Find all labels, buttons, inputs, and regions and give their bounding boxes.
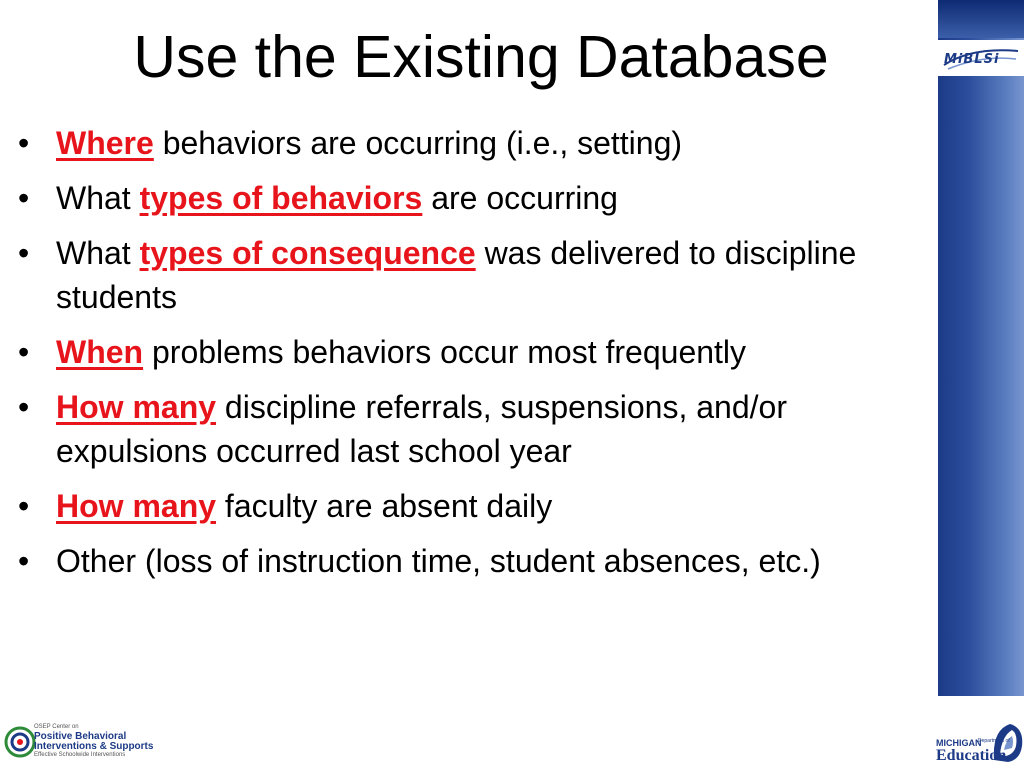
bullet-marker: • — [18, 488, 30, 524]
pbis-name-line2: Interventions & Supports — [34, 741, 154, 752]
bullet-item-when — [18, 330, 930, 374]
pbis-small-text: OSEP Center on — [34, 724, 79, 730]
bullet-highlight: How many — [56, 488, 217, 524]
mibl-logo — [938, 40, 1024, 76]
bullet-highlight: When — [56, 334, 144, 370]
bullet-text: faculty are absent daily — [216, 488, 553, 524]
bullet-marker: • — [18, 125, 30, 161]
bullet-marker: • — [18, 334, 30, 370]
bullet-highlight: types of behaviors — [139, 180, 423, 216]
sidebar-top-band — [938, 0, 1024, 38]
bullet-item-how-many-faculty — [18, 484, 930, 528]
mde-logo — [934, 716, 1024, 768]
bullet-highlight: How many — [56, 389, 217, 425]
bullet-item-where — [18, 121, 930, 165]
bullet-marker: • — [18, 543, 30, 579]
slide-title: Use the Existing Database — [133, 24, 829, 90]
mibl-logo-text: MiBLSi — [944, 52, 1000, 67]
bullet-item-how-many-referrals — [18, 385, 930, 473]
mde-michigan-text: MICHIGAN — [936, 738, 982, 748]
pbis-emblem-icon — [4, 726, 36, 758]
pbis-name-line1: Positive Behavioral — [34, 731, 127, 742]
bullet-text: problems behaviors occur most frequently — [143, 334, 747, 370]
bullet-marker: • — [18, 235, 30, 271]
mde-education-text: Education — [936, 747, 1007, 764]
bullet-text: was delivered to discipline students — [56, 235, 857, 315]
bullet-text: discipline referrals, suspensions, and/or expulsions occurred last school year — [56, 389, 787, 469]
bullet-list — [18, 121, 930, 594]
bullet-text-pre: What — [56, 180, 140, 216]
bullet-text-pre: What — [56, 235, 140, 271]
bullet-text: are occurring — [422, 180, 618, 216]
bullet-item-types-of-behaviors — [18, 176, 930, 220]
bullet-marker: • — [18, 389, 30, 425]
bullet-marker: • — [18, 180, 30, 216]
bullet-text: behaviors are occurring (i.e., setting) — [153, 125, 683, 161]
bullet-item-types-of-consequence — [18, 231, 930, 319]
bullet-text: Other (loss of instruction time, student absences, etc.) — [56, 543, 821, 579]
pbis-logo — [4, 722, 154, 762]
bullet-item-other — [18, 539, 930, 583]
pbis-tagline: Effective Schoolwide Interventions — [34, 752, 126, 758]
bullet-highlight: types of consequence — [139, 235, 476, 271]
mde-department-text: Department of — [978, 738, 1010, 744]
bullet-highlight: Where — [56, 125, 154, 161]
sidebar-decoration — [938, 0, 1024, 696]
